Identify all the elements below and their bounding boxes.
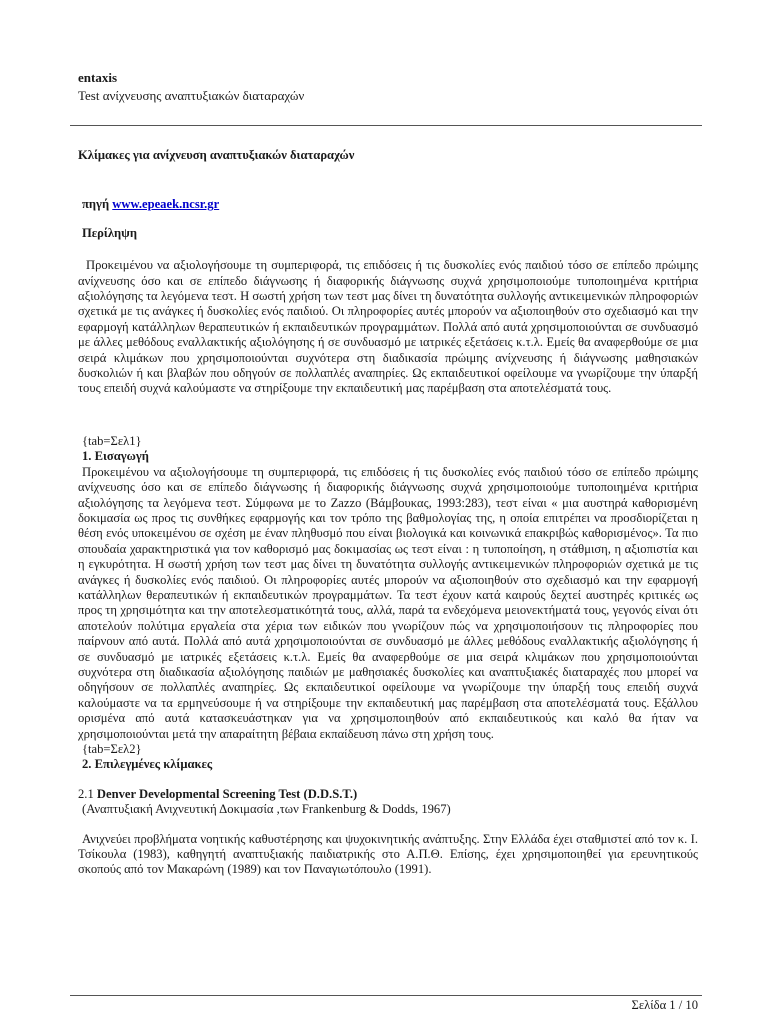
source-link[interactable]: www.epeaek.ncsr.gr	[112, 197, 220, 212]
site-subtitle: Test ανίχνευσης αναπτυξιακών διαταραχών	[78, 88, 305, 103]
section-2-heading: 2. Επιλεγμένες κλίμακες	[82, 757, 213, 772]
article-heading-text: Κλίμακες για ανίχνευση αναπτυξιακών διαταραχών	[78, 148, 355, 162]
subsection-title: Denver Developmental Screening Test (D.D.S.T.)	[96, 786, 358, 801]
top-divider	[70, 125, 702, 126]
page-number: Σελίδα 1 / 10	[631, 998, 698, 1012]
summary-paragraph: Προκειμένου να αξιολογήσουμε τη συμπεριφορά, τις επιδόσεις ή τις δυσκολίες ενός παιδιού τόσο σε επίπεδο πρώιμης ανίχνευσης όσο και σε επίπεδο διάγνωσης ή διαφορικής διάγνωσης συχνά χρησιμοποιούμε τυποποιημένα κριτήρια αξιολόγησης τα λεγόμενα τεστ. Η σωστή χρήση των τεστ μας δίνει τη δυνατότητα συλλογής αντικειμενικών πληροφοριών σχετικά με τις ανάγκες ή δυσκολίες ενός παιδιού. Οι πληροφορίες αυτές μπορούν να αξιοποιηθούν στο σχεδιασμό και την εφαρμογή κατάλληλων θεραπευτικών ή εκπαιδευτικών προγραμμάτων. Πολλά από αυτά χρησιμοποιούνται σε συνδυασμό με άλλες μεθόδους εναλλακτικής αξιολόγησης ή σε συνδυασμό με ιατρικές εξετάσεις κ.τ.λ. Εμείς θα αναφερθούμε σε μια σειρά κλιμάκων που χρησιμοποιούνται συχνότερα στη διαδικασία πρώιμης ανίχνευσης ή διάγνωσης μαθησιακών δυσκολιών ή και βλαβών που οδηγούν σε πολλαπλές αναπηρίες. Ως εκπαιδευτικοί οφείλουμε να γνωρίζουμε την ύπαρξή τους επειδή συχνά καλούμαστε να στηρίξουμε την εκπαιδευτική μας παρέμβαση στα αποτελέσματά τους.	[78, 258, 698, 396]
subsection-heading	[78, 787, 698, 802]
article-heading	[78, 148, 698, 163]
source-label: πηγή	[82, 197, 110, 212]
article-body	[78, 148, 698, 878]
subsection-paragraph: Ανιχνεύει προβλήματα νοητικής καθυστέρησης και ψυχοκινητικής ανάπτυξης. Στην Ελλάδα έχει σταθμιστεί από τον κ. Ι. Τσίκουλα (1983), καθηγητή αναπτυξιακής παιδιατρικής στο Α.Π.Θ. Επίσης, έχει χρησιμοποιηθεί για ερευνητικούς σκοπούς από τον Μακαρώνη (1989) και τον Παναγιωτόπουλο (1991).	[78, 831, 698, 877]
subsection-meta: (Αναπτυξιακή Ανιχνευτική Δοκιμασία ,των Frankenburg & Dodds, 1967)	[82, 802, 451, 817]
section-1-title: Εισαγωγή	[94, 449, 149, 464]
summary-label: Περίληψη	[82, 225, 137, 240]
subsection-number: 2.1	[78, 786, 94, 801]
bottom-divider	[70, 995, 702, 996]
tab-marker-2: {tab=Σελ2}	[82, 742, 142, 756]
section-1-heading	[78, 449, 698, 464]
intro-paragraph: Προκειμένου να αξιολογήσουμε τη συμπεριφορά, τις επιδόσεις ή τις δυσκολίες ενός παιδιού τόσο σε επίπεδο πρώιμης ανίχνευσης όσο και σε επίπεδο διάγνωσης ή διαφορικής διάγνωσης συχνά χρησιμοποιούμε τυποποιημένα κριτήρια αξιολόγησης τα λεγόμενα τεστ. Σύμφωνα με το Zazzo (Βάμβουκας, 1993:283), τεστ είναι « μια αυστηρά καθορισμένη δοκιμασία ως προς τις συνθήκες εφαρμογής και τον τρόπο της βαθμολογίας της, η οποία επιτρέπει να προσδιορίζεται η θέση ενός υποκειμένου σε σχέση με έναν πληθυσμό που είναι βιολογικά και κοινωνικά επακριβώς καθορισμένος». Τα πιο σπουδαία χαρακτηριστικά για τον καθορισμό μας δοκιμασίας ως τεστ είναι : η τυποποίηση, η στάθμιση, η αξιοπιστία και η εγκυρότητα. Η σωστή χρήση των τεστ μας δίνει τη δυνατότητα συλλογής αντικειμενικών πληροφοριών σχετικά με τις ανάγκες ή δυσκολίες ενός παιδιού. Οι πληροφορίες αυτές μπορούν να αξιοποιηθούν στο σχεδιασμό και την εφαρμογή κατάλληλων θεραπευτικών ή εκπαιδευτικών προγραμμάτων. Τα τεστ έχουν κατά καιρούς δεχτεί αυστηρές κριτικές ως προς τη χρησιμότητα και την αποτελεσματικότητά τους, αλλά, παρά τα ενδεχόμενα μειονεκτήματά τους, γεγονός είναι ότι αποτελούν πολύτιμα εργαλεία στα χέρια των ειδικών που γνωρίζουν πώς να χρησιμοποιήσουν τις πληροφορίες που παίρνουν από αυτά. Πολλά από αυτά χρησιμοποιούνται σε συνδυασμό με άλλες μεθόδους εναλλακτικής αξιολόγησης ή σε συνδυασμό με ιατρικές εξετάσεις κ.τ.λ. Εμείς θα αναφερθούμε σε μια σειρά κλιμάκων που χρησιμοποιούνται συχνότερα στη διαδικασία αξιολόγησης παιδιών με μαθησιακές δυσκολίες και αναπτυξιακές διαταραχές που μπορεί να οδηγήσουν σε πολλαπλές αναπηρίες. Ως εκπαιδευτικοί οφείλουμε να γνωρίζουμε την ύπαρξή τους επειδή συχνά καλούμαστε να τα ερμηνεύσουμε ή να στηρίξουμε την εκπαιδευτική μας παρέμβαση στα αποτελέσματά τους. Εξάλλου ορισμένα από αυτά κατασκευάστηκαν για να χρησιμοποιηθούν από εκπαιδευτικούς και καλό θα ήταν να χρησιμοποιούνται μετά την απαραίτητη βέβαια εκπαίδευση πάνω στη χρήση τους.	[78, 464, 698, 741]
source-line	[78, 197, 698, 212]
summary-heading	[78, 226, 698, 241]
section-1-number: 1.	[82, 449, 92, 464]
site-header	[78, 70, 304, 104]
tab-marker-1: {tab=Σελ1}	[82, 433, 142, 448]
site-title: entaxis	[78, 70, 117, 85]
